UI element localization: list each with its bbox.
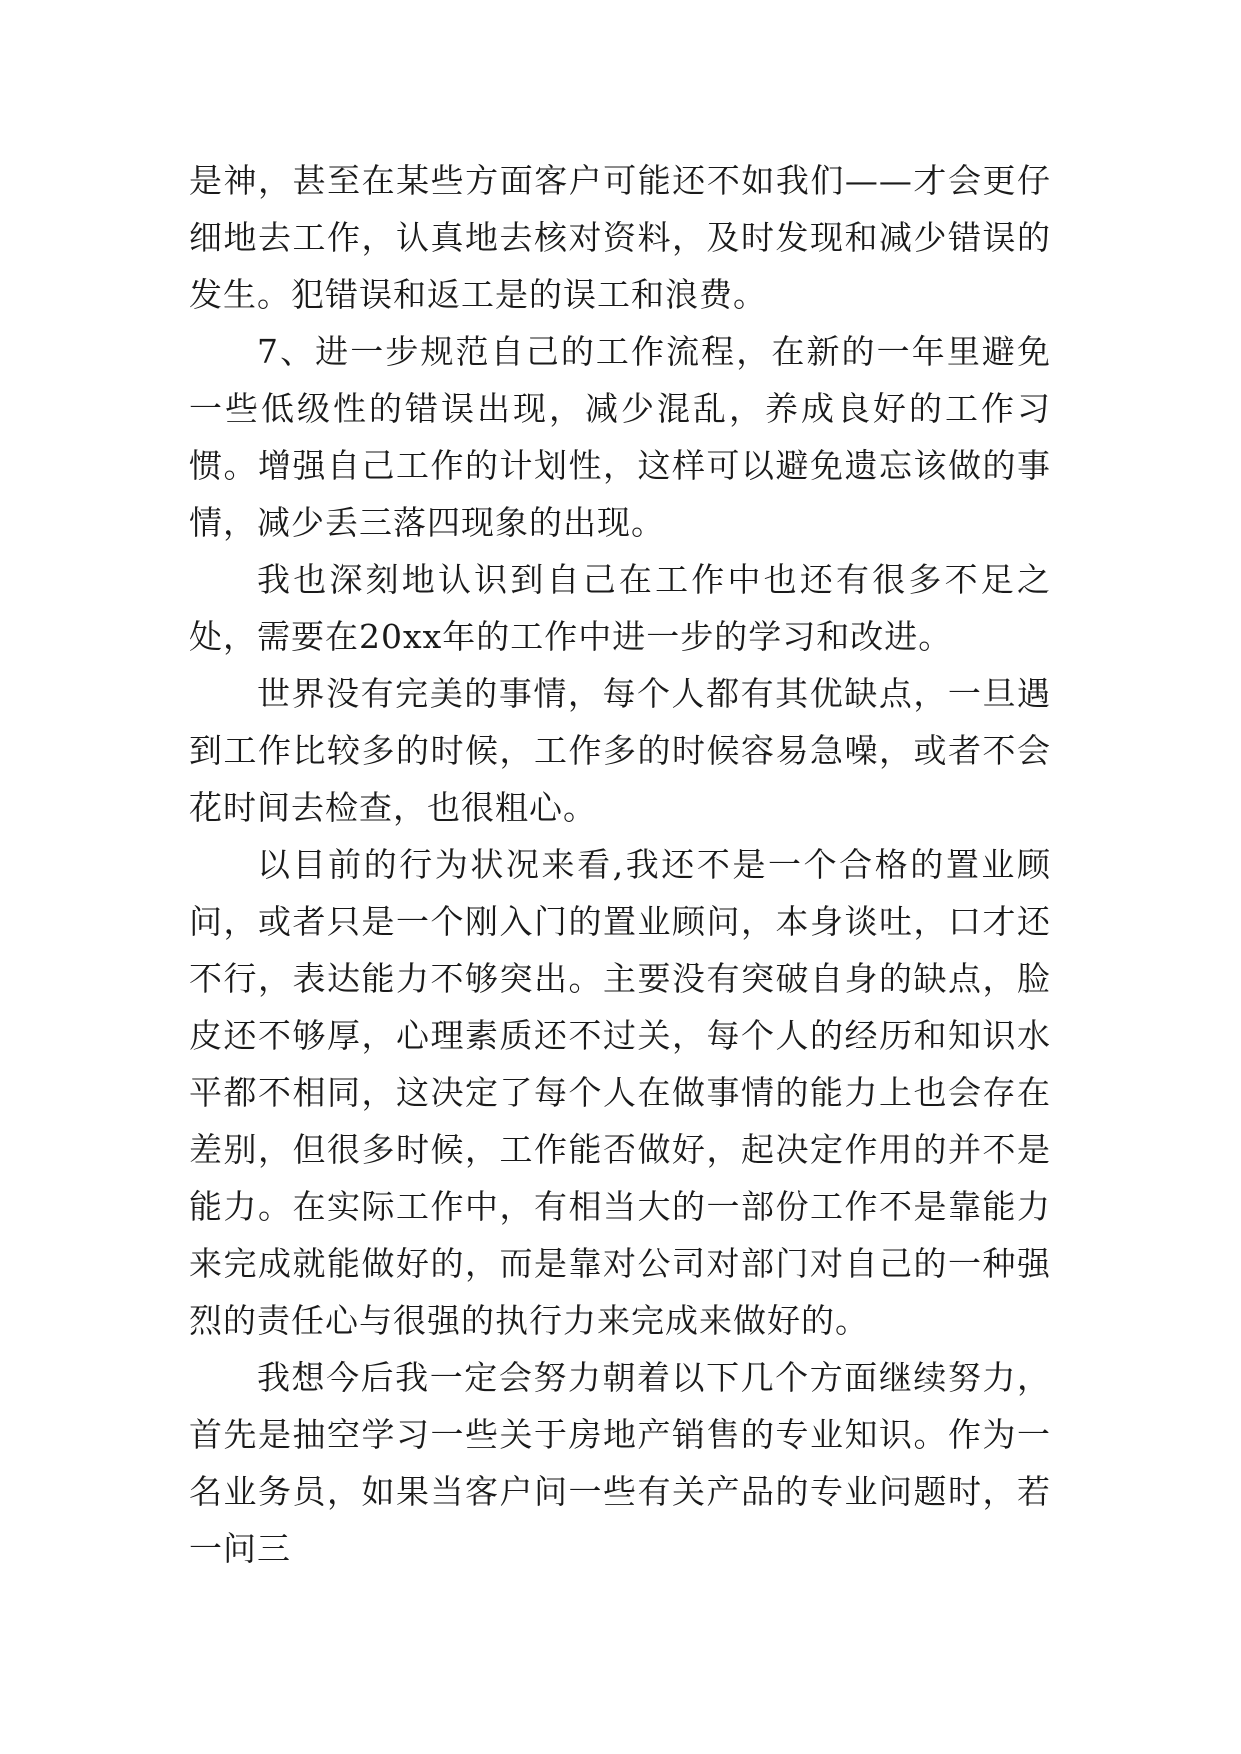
paragraph-1: 是神，甚至在某些方面客户可能还不如我们——才会更仔细地去工作，认真地去核对资料，及时发现和减少错误的发生。犯错误和返工是的误工和浪费。 xyxy=(189,161,1051,314)
paragraph-4: 世界没有完美的事情，每个人都有其优缺点，一旦遇到工作比较多的时候，工作多的时候容易急噪，或者不会花时间去检查，也很粗心。 xyxy=(189,674,1051,827)
paragraph-3: 我也深刻地认识到自己在工作中也还有很多不足之处，需要在20xx年的工作中进一步的学习和改进。 xyxy=(189,560,1051,656)
document-body xyxy=(189,152,1051,1577)
paragraph-6: 我想今后我一定会努力朝着以下几个方面继续努力，首先是抽空学习一些关于房地产销售的专业知识。作为一名业务员，如果当客户问一些有关产品的专业问题时，若一问三 xyxy=(189,1358,1051,1568)
paragraph-2: 7、进一步规范自己的工作流程，在新的一年里避免一些低级性的错误出现，减少混乱，养成良好的工作习惯。增强自己工作的计划性，这样可以避免遗忘该做的事情，减少丢三落四现象的出现。 xyxy=(189,332,1051,542)
paragraph-5: 以目前的行为状况来看,我还不是一个合格的置业顾问，或者只是一个刚入门的置业顾问，本身谈吐，口才还不行，表达能力不够突出。主要没有突破自身的缺点，脸皮还不够厚，心理素质还不过关，每个人的经历和知识水平都不相同，这决定了每个人在做事情的能力上也会存在差别，但很多时候，工作能否做好，起决定作用的并不是能力。在实际工作中，有相当大的一部份工作不是靠能力来完成就能做好的，而是靠对公司对部门对自己的一种强烈的责任心与很强的执行力来完成来做好的。 xyxy=(189,845,1051,1340)
